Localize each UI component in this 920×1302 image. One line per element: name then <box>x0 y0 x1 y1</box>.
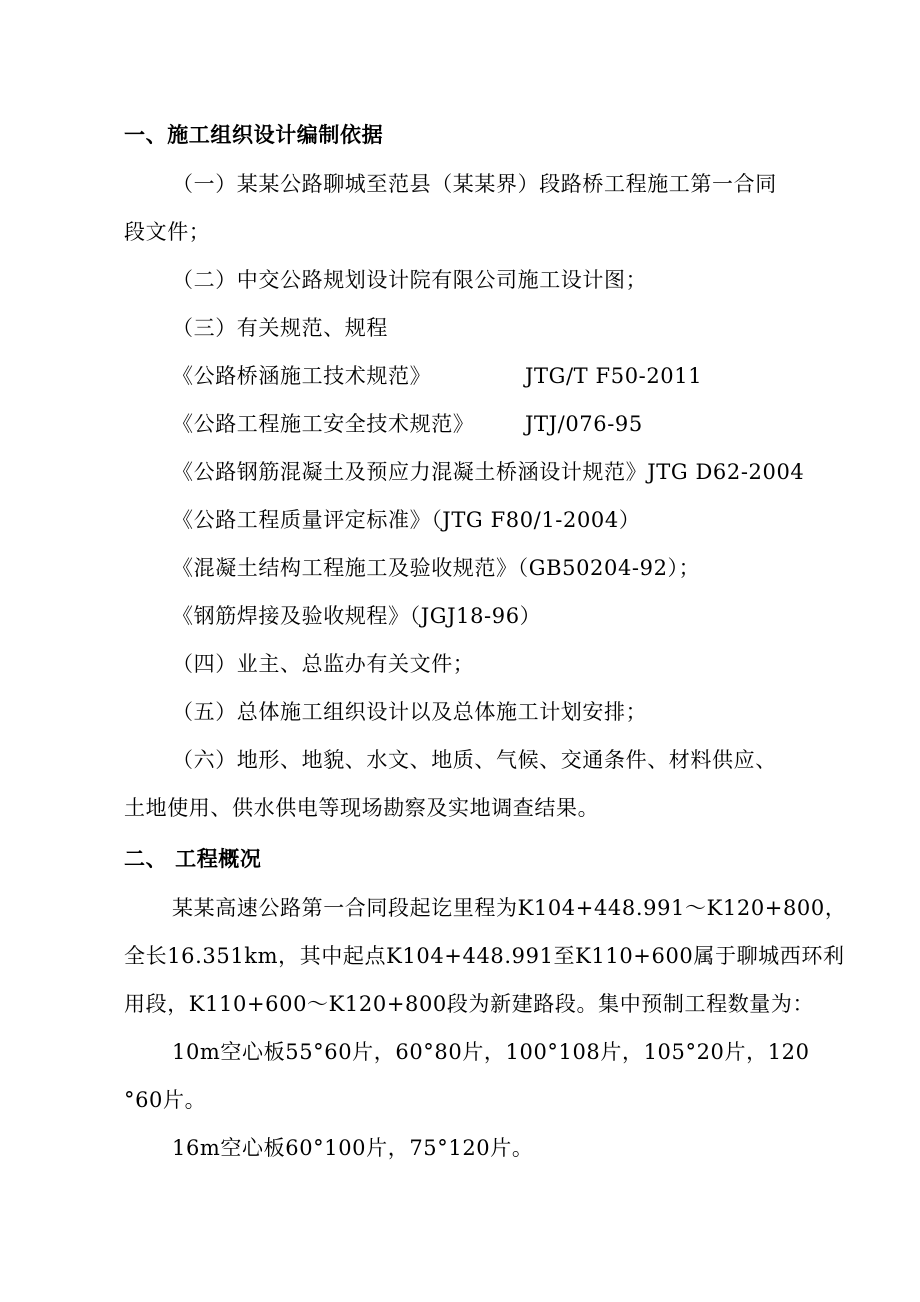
reference-4: 《公路工程质量评定标准》（JTG F80/1-2004） <box>172 508 641 532</box>
quantity-paragraph-1-line-2: °60片。 <box>124 1088 207 1112</box>
quantity-paragraph-2: 16m空心板60°100片，75°120片。 <box>172 1136 534 1160</box>
basis-item-3: （三）有关规范、规程 <box>172 316 388 340</box>
reference-code: JTG/T F50-2011 <box>525 364 703 388</box>
section-heading-2: 二、 工程概况 <box>124 847 262 871</box>
overview-paragraph-1-line-1: 某某高速公路第一合同段起讫里程为K104+448.991～K120+800， <box>172 896 847 920</box>
overview-paragraph-1-line-3: 用段，K110+600～K120+800段为新建路段。集中预制工程数量为： <box>124 992 815 1016</box>
reference-title: 《公路工程施工安全技术规范》 <box>172 412 475 436</box>
basis-item-5: （五）总体施工组织设计以及总体施工计划安排； <box>172 700 648 724</box>
reference-5: 《混凝土结构工程施工及验收规范》（GB50204-92）； <box>172 556 701 580</box>
basis-item-4: （四）业主、总监办有关文件； <box>172 652 475 676</box>
basis-item-6-line-1: （六）地形、地貌、水文、地质、气候、交通条件、材料供应、 <box>172 748 777 772</box>
basis-item-6-line-2: 土地使用、供水供电等现场勘察及实地调查结果。 <box>124 796 600 820</box>
reference-code: JTJ/076-95 <box>525 412 643 436</box>
quantity-paragraph-1-line-1: 10m空心板55°60片，60°80片，100°108片，105°20片，120 <box>172 1040 810 1064</box>
reference-title: 《公路桥涵施工技术规范》 <box>172 364 432 388</box>
overview-paragraph-1-line-2: 全长16.351km，其中起点K104+448.991至K110+600属于聊城西环利 <box>124 944 845 968</box>
section-heading-1: 一、施工组织设计编制依据 <box>124 123 384 147</box>
basis-item-1-line-2: 段文件； <box>124 220 211 244</box>
basis-item-1-line-1: （一）某某公路聊城至范县（某某界）段路桥工程施工第一合同 <box>172 172 777 196</box>
reference-6: 《钢筋焊接及验收规程》（JGJ18-96） <box>172 604 542 628</box>
basis-item-2: （二）中交公路规划设计院有限公司施工设计图； <box>172 268 648 292</box>
reference-3: 《公路钢筋混凝土及预应力混凝土桥涵设计规范》JTG D62-2004 <box>172 460 805 484</box>
